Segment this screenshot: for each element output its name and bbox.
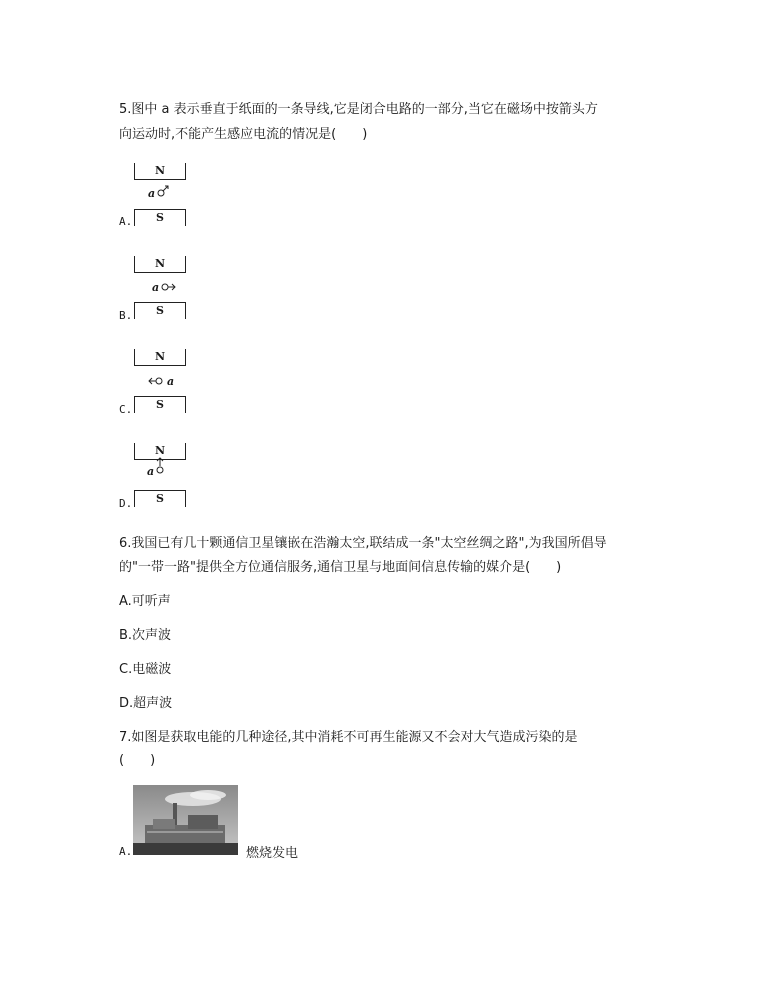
q7-stem-line1: 7.如图是获取电能的几种途径,其中消耗不可再生能源又不会对大气造成污染的是 — [119, 730, 578, 745]
q6-option-b[interactable]: B.次声波 — [119, 628, 172, 643]
magnet-north-pole: N — [134, 349, 186, 366]
magnet-south-pole: S — [134, 302, 186, 319]
option-letter: A. — [119, 215, 133, 228]
magnet-south-pole: S — [134, 490, 186, 507]
q6-option-d[interactable]: D.超声波 — [119, 696, 173, 711]
option-letter: B. — [119, 309, 133, 322]
wire-label: a — [147, 465, 155, 478]
wire-arrow-up-right-icon — [156, 184, 170, 198]
option-letter: D. — [119, 497, 133, 510]
option-letter: A. — [119, 845, 133, 858]
magnet-south-pole: S — [134, 396, 186, 413]
magnet-north-pole: N — [134, 256, 186, 273]
magnet-north-pole: N — [134, 443, 186, 460]
magnet-north-pole: N — [134, 163, 186, 180]
wire-arrow-left-icon — [147, 375, 163, 387]
power-plant-image-icon — [133, 785, 238, 855]
magnet-south-pole: S — [134, 209, 186, 226]
option-caption: 燃烧发电 — [246, 846, 299, 861]
q5-stem-line2: 向运动时,不能产生感应电流的情况是( ) — [119, 127, 368, 142]
option-letter: C. — [119, 403, 133, 416]
q6-option-c[interactable]: C.电磁波 — [119, 662, 172, 677]
wire-label: a — [148, 187, 156, 200]
power-plant-photo — [133, 785, 238, 855]
q6-stem-line2: 的"一带一路"提供全方位通信服务,通信卫星与地面间信息传输的媒介是( ) — [119, 560, 562, 575]
q5-stem-line1: 5.图中 a 表示垂直于纸面的一条导线,它是闭合电路的一部分,当它在磁场中按箭头方 — [119, 102, 598, 117]
q6-option-a[interactable]: A.可听声 — [119, 594, 171, 609]
wire-arrow-right-icon — [161, 281, 177, 293]
q7-stem-line2: ( ) — [119, 753, 156, 768]
q6-stem-line1: 6.我国已有几十颗通信卫星镶嵌在浩瀚太空,联结成一条"太空丝绸之路",为我国所倡导 — [119, 536, 607, 551]
wire-arrow-up-icon — [154, 457, 166, 475]
wire-label: a — [167, 375, 175, 388]
wire-label: a — [152, 281, 160, 294]
